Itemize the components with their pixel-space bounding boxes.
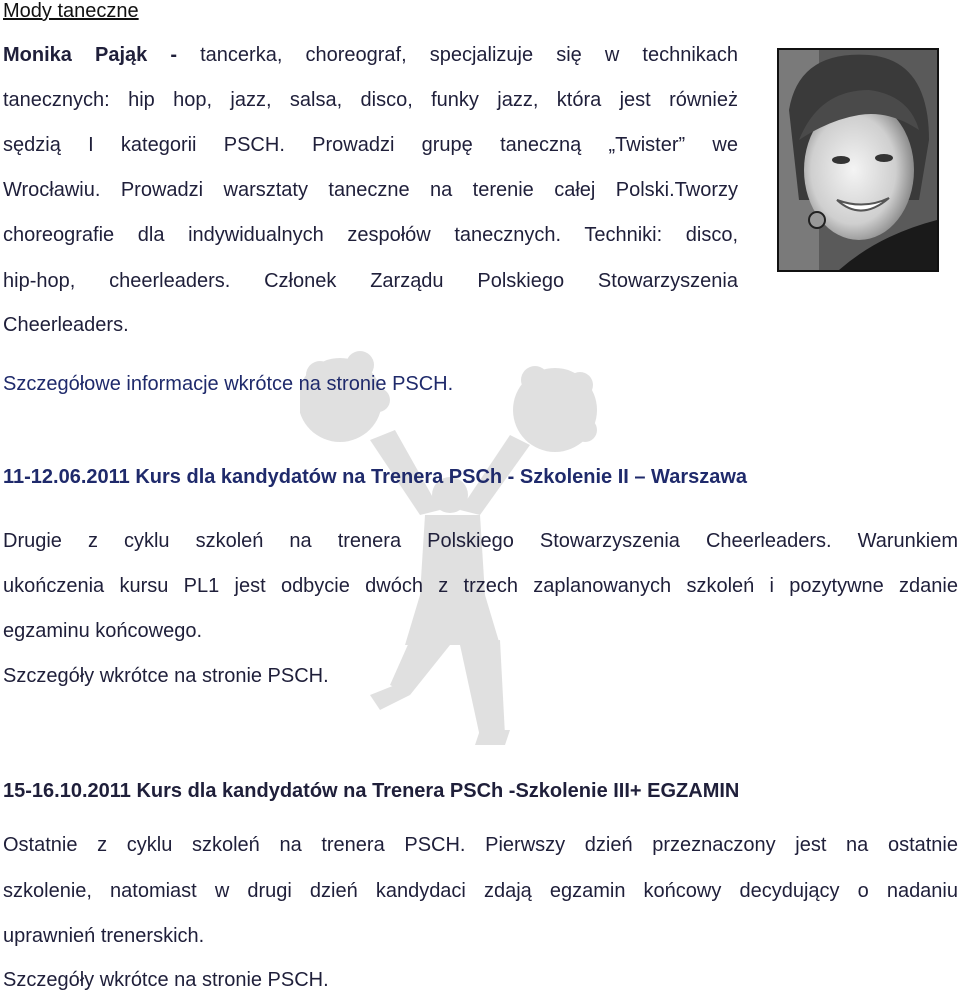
bio-name: Monika Pająk - bbox=[3, 44, 178, 66]
portrait-image bbox=[779, 50, 937, 270]
bio-line-1 bbox=[3, 44, 738, 67]
bio-line-4: Wrocławiu. Prowadzi warsztaty taneczne na terenie całej Polski.Tworzy bbox=[3, 179, 738, 201]
course-3-heading: 15-16.10.2011 Kurs dla kandydatów na Trenera PSCh -Szkolenie III+ EGZAMIN bbox=[3, 780, 740, 802]
bio-line-7: Cheerleaders. bbox=[3, 314, 129, 336]
section-title: Mody taneczne bbox=[3, 0, 139, 22]
portrait-photo bbox=[777, 48, 939, 272]
bio-line-5: choreografie dla indywidualnych zespołów tanecznych. Techniki: disco, bbox=[3, 224, 738, 246]
course-2-more-info: Szczegóły wkrótce na stronie PSCH. bbox=[3, 665, 329, 687]
course-3-more-info: Szczegóły wkrótce na stronie PSCH. bbox=[3, 969, 329, 991]
bio-line-3: sędzią I kategorii PSCH. Prowadzi grupę taneczną „Twister” we bbox=[3, 134, 738, 156]
bio-line-text: tancerka, choreograf, specjalizuje się w technikach bbox=[200, 44, 739, 66]
course-2-line-3: egzaminu końcowego. bbox=[3, 620, 203, 642]
bio-more-info: Szczegółowe informacje wkrótce na stronie PSCH. bbox=[3, 373, 454, 395]
course-2-line-2: ukończenia kursu PL1 jest odbycie dwóch z trzech zaplanowanych szkoleń i pozytywne zdanie bbox=[3, 575, 958, 597]
course-3-line-3: uprawnień trenerskich. bbox=[3, 925, 205, 947]
course-2-heading: 11-12.06.2011 Kurs dla kandydatów na Trenera PSCh - Szkolenie II – Warszawa bbox=[3, 466, 748, 488]
bio-line-2: tanecznych: hip hop, jazz, salsa, disco, funky jazz, która jest również bbox=[3, 89, 738, 111]
course-3-line-2: szkolenie, natomiast w drugi dzień kandydaci zdają egzamin końcowy decydujący o nadaniu bbox=[3, 880, 958, 902]
bio-line-6: hip-hop, cheerleaders. Członek Zarządu Polskiego Stowarzyszenia bbox=[3, 270, 738, 292]
course-2-line-1: Drugie z cyklu szkoleń na trenera Polskiego Stowarzyszenia Cheerleaders. Warunkiem bbox=[3, 530, 958, 552]
course-3-line-1: Ostatnie z cyklu szkoleń na trenera PSCH. Pierwszy dzień przeznaczony jest na ostatnie bbox=[3, 834, 958, 856]
